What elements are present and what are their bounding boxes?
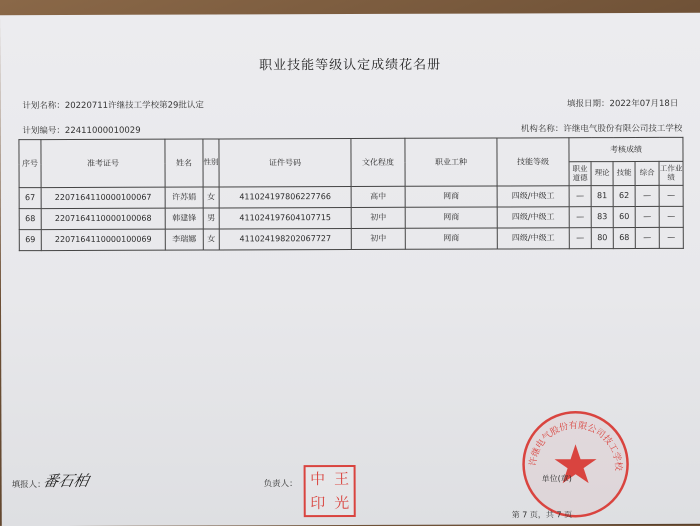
header-comprehensive: 综合 xyxy=(635,161,659,185)
cell-performance: — xyxy=(659,185,683,206)
cell-occupation: 网商 xyxy=(405,228,497,249)
preparer-signature: 番石柏 xyxy=(41,471,91,491)
cell-cert-id: 411024197604107715 xyxy=(219,207,351,228)
header-exam-id: 准考证号 xyxy=(41,139,165,187)
official-seal xyxy=(519,408,631,520)
seal-char: 印 xyxy=(310,493,326,512)
document-title: 职业技能等级认定成绩花名册 xyxy=(259,57,442,74)
seal-char: 中 xyxy=(310,469,326,488)
cell-exam-id: 2207164110000100069 xyxy=(41,229,165,250)
cell-name: 李瑞娜 xyxy=(165,229,203,250)
cell-exam-id: 2207164110000100068 xyxy=(41,208,165,229)
cell-seq: 67 xyxy=(19,188,41,209)
cell-occupation: 网商 xyxy=(405,207,497,228)
cell-name: 韩建锋 xyxy=(165,208,203,229)
unit-seal-label: 单位(章) xyxy=(541,474,572,484)
document-sheet xyxy=(0,13,700,526)
header-gender: 性别 xyxy=(203,139,219,187)
cell-gender: 女 xyxy=(203,187,219,208)
cell-education: 初中 xyxy=(351,228,405,249)
header-skill: 技能 xyxy=(613,162,635,186)
header-skill-level: 技能等级 xyxy=(497,138,569,186)
cell-comprehensive: — xyxy=(635,185,659,206)
cell-exam-id: 2207164110000100067 xyxy=(41,187,165,208)
cell-occupation: 网商 xyxy=(405,186,497,207)
cell-seq: 68 xyxy=(19,209,41,230)
header-scores: 考核成绩 xyxy=(569,137,683,161)
cell-theory: 83 xyxy=(591,207,613,228)
cell-gender: 男 xyxy=(203,208,219,229)
header-theory: 理论 xyxy=(591,162,613,186)
seal-char: 光 xyxy=(334,493,350,512)
cell-comprehensive: — xyxy=(635,227,659,248)
cell-seq: 69 xyxy=(19,230,41,251)
organization-name: 机构名称：许继电气股份有限公司技工学校 xyxy=(520,123,683,135)
report-date: 填报日期：2022年07月18日 xyxy=(567,98,679,110)
cell-ethics: — xyxy=(569,207,591,228)
cell-comprehensive: — xyxy=(635,206,659,227)
seal-char: 王 xyxy=(334,469,350,488)
cell-education: 高中 xyxy=(351,186,405,207)
header-seq: 序号 xyxy=(19,140,41,188)
header-ethics: 职业道德 xyxy=(569,162,591,186)
plan-name: 计划名称：20220711许继技工学校第29批认定 xyxy=(22,100,204,112)
cell-theory: 80 xyxy=(591,228,613,249)
seal-text: 许继电气股份有限公司技工学校 xyxy=(528,421,623,472)
cell-ethics: — xyxy=(569,186,591,207)
header-cert-id: 证件号码 xyxy=(219,138,351,186)
cell-cert-id: 411024197806227766 xyxy=(219,186,351,207)
table-row xyxy=(19,185,683,208)
cell-cert-id: 411024198202067727 xyxy=(219,228,351,249)
header-performance: 工作业绩 xyxy=(659,161,683,185)
cell-performance: — xyxy=(659,206,683,227)
cell-education: 初中 xyxy=(351,207,405,228)
plan-number: 计划编号：22411000010029 xyxy=(22,125,141,137)
preparer-label: 填报人： xyxy=(11,480,46,491)
header-name: 姓名 xyxy=(165,139,203,187)
table-row xyxy=(19,227,683,250)
score-roster-table xyxy=(18,137,683,251)
cell-skill-level: 四级/中级工 xyxy=(497,207,569,228)
cell-name: 许苏娟 xyxy=(165,187,203,208)
table-row xyxy=(19,206,683,229)
header-occupation: 职业工种 xyxy=(405,138,497,186)
cell-skill-level: 四级/中级工 xyxy=(497,186,569,207)
cell-skill: 60 xyxy=(613,207,635,228)
cell-gender: 女 xyxy=(203,229,219,250)
cell-theory: 81 xyxy=(591,186,613,207)
cell-skill: 62 xyxy=(613,186,635,207)
cell-skill-level: 四级/中级工 xyxy=(497,228,569,249)
cell-ethics: — xyxy=(569,228,591,249)
personal-seal xyxy=(304,465,356,517)
head-label: 负责人： xyxy=(263,479,298,490)
header-education: 文化程度 xyxy=(351,138,405,186)
cell-performance: — xyxy=(659,227,683,248)
page-number: 第 7 页，共 7 页 xyxy=(511,510,573,520)
cell-skill: 68 xyxy=(613,228,635,249)
